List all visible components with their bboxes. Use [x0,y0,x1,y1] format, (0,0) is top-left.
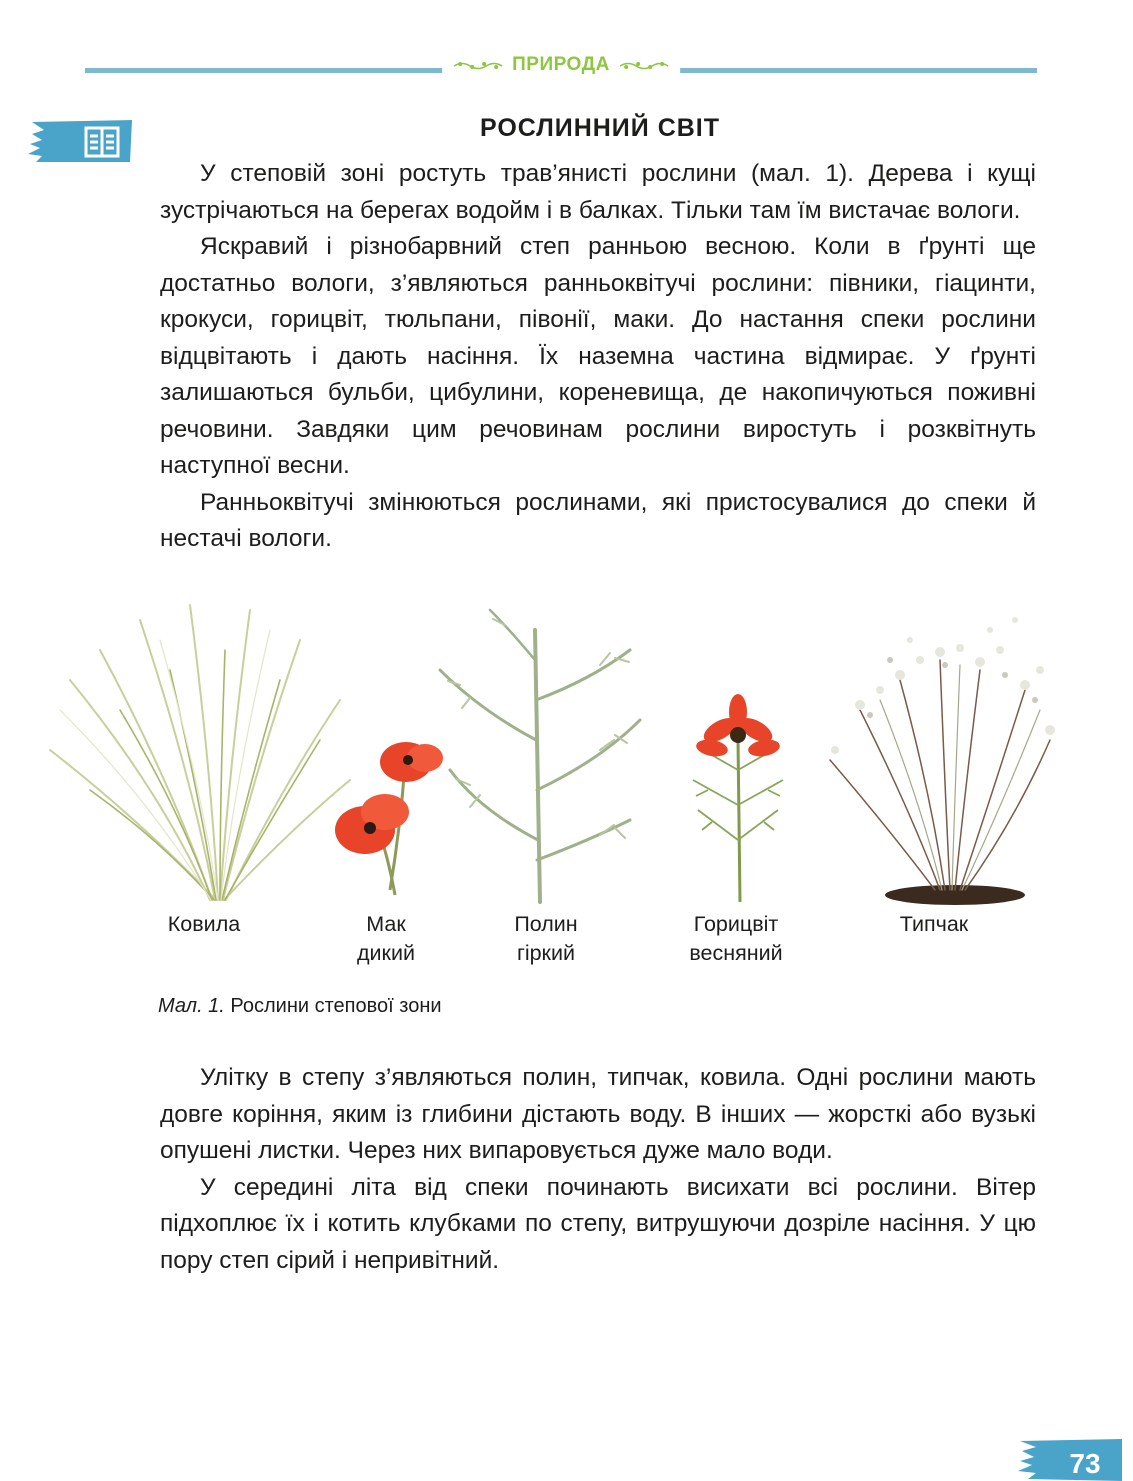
plant-label-line1: Типчак [899,912,969,936]
plant-label-line2: гіркий [516,941,575,965]
caption-text: Рослини степової зони [224,995,442,1017]
paragraph: У середині літа від спеки починають висихати всі рослини. Вітер підхоплює їх і котить клубками по степу, витрушуючи дозріле насіння. У цю пору степ сірий і непривітний. [160,1173,1036,1274]
plant-label [129,910,279,939]
vine-ornament-left-icon [452,60,504,70]
plant-label-line2: весняний [689,941,783,965]
plant-label [311,910,461,968]
steppe-plants-illustration [40,590,1080,910]
plant-label [471,910,621,968]
section-header [85,50,1037,90]
paragraph: Ранньоквітучі змінюються рослинами, які пристосувалися до спеки й нестачі вологи. [160,488,1036,552]
figure-caption [158,995,442,1018]
paragraph: Улітку в степу з’являються полин, типчак, ковила. Одні рослини мають довге коріння, яким із глибини дістають воду. В інших — жорсткі або вузькі опушені листки. Через них випаровується дуже мало води. [160,1064,1036,1164]
plant-label [661,910,811,968]
fescue-drawing [830,617,1055,905]
page-title: РОСЛИННИЙ СВІТ [479,114,721,142]
plant-label-line2: дикий [357,941,415,965]
caption-label: Мал. 1. [158,995,225,1017]
plant-label-line1: Горицвіт [693,912,779,936]
plant-label-line1: Полин [514,912,578,936]
plant-label [859,910,1009,939]
text-block-top [160,156,1036,558]
feather-grass-drawing [50,605,350,900]
open-book-icon [28,118,132,164]
wormwood-drawing [440,610,640,902]
wild-poppy-drawing [335,742,443,895]
paragraph: У степовій зоні ростуть трав’янисті рослини (мал. 1). Дерева і кущі зустрічаються на берегах водойм і в балках. Тільки там їм вистачає вологи. [160,160,1036,224]
plant-label-line1: Ковила [167,912,241,936]
text-block-bottom [160,1060,1036,1279]
plant-label-line1: Мак [366,912,406,936]
paragraph: Яскравий і різнобарвний степ ранньою весною. Коли в ґрунті ще достатньо вологи, з’являються ранньоквітучі рослини: півники, гіацинти, крокуси, горицвіт, тюльпани, півонії, маки. До настання спеки рослини відцвітають і дають насіння. Їх наземна частина відмирає. У ґрунті залишаються бульби, цибулини, кореневища, де накопичуються поживні речовини. Завдяки цим речовинам рослини виростуть і розквітнуть наступної весни. [160,233,1036,479]
spring-adonis-drawing [693,694,783,902]
section-name: ПРИРОДА [512,54,610,75]
vine-ornament-right-icon [618,60,670,70]
page-number: 73 [1069,1448,1101,1479]
header-label [442,54,680,76]
